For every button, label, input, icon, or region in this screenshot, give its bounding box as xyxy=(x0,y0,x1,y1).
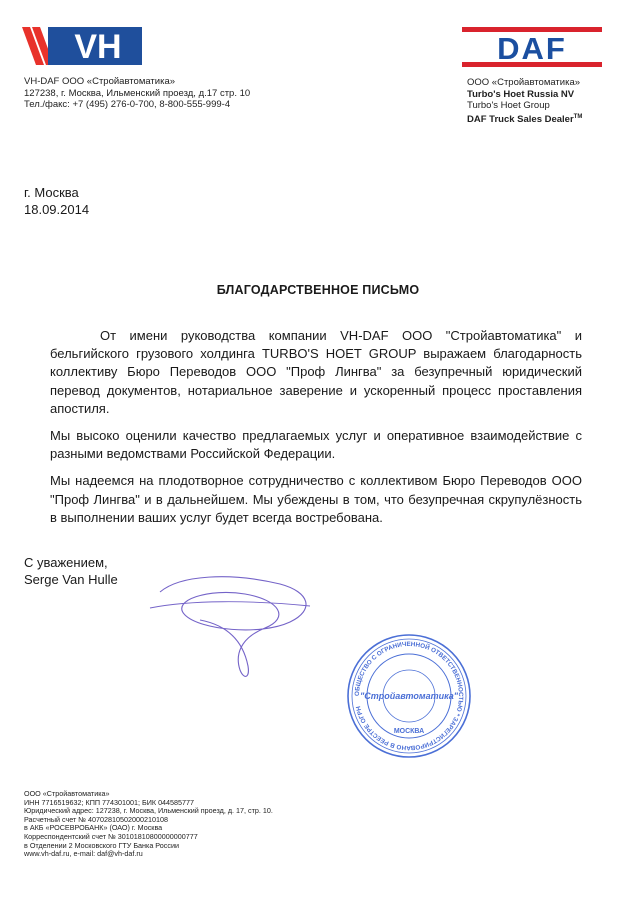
footer-line: ООО «Стройавтоматика» xyxy=(24,789,110,798)
handwritten-signature xyxy=(140,570,320,685)
company-requisites xyxy=(24,790,273,859)
vh-logo xyxy=(22,27,142,65)
footer-website: www.vh-daf.ru, e-mail: daf@vh-daf.ru xyxy=(24,849,143,859)
paragraph-3: Мы надеемся на плодотворное сотрудничество с коллективом Бюро Переводов ООО "Проф Лингва" и в дальнейшем. Мы убеждены в том, что безупречная скрупулёзность в выполнении ваших услуг будет всегда востребована. xyxy=(50,473,582,525)
place: г. Москва xyxy=(24,185,79,200)
sender-block xyxy=(24,76,250,111)
letterhead-dealer xyxy=(467,112,582,126)
letterhead-group: Turbo's Hoet Group xyxy=(467,100,550,111)
sender-phone: Тел./факс: +7 (495) 276-0-700, 8-800-555-999-4 xyxy=(24,99,231,110)
closing-block xyxy=(24,554,118,588)
letterhead-dealer-text: DAF Truck Sales Dealer xyxy=(467,113,574,125)
paragraph-1: От имени руководства компании VH-DAF ООО "Стройавтоматика" и бельгийского грузового холдинга TURBO'S HOET GROUP выражаем благодарность коллективу Бюро Переводов ООО "Проф Лингва" за безупречный юридический перевод документов, нотариальное заверение и ускоренный процесс проставления апостиля. xyxy=(50,328,582,416)
footer-line: в Отделении 2 Московского ГТУ Банка России xyxy=(24,840,180,850)
letterhead-russia: Turbo's Hoet Russia NV xyxy=(467,88,575,100)
footer-line: Расчетный счет № 40702810502000210108 xyxy=(24,814,168,824)
signatory-name: Serge Van Hulle xyxy=(24,572,118,587)
trademark-mark: TM xyxy=(573,113,583,120)
footer-line: Корреспондентский счет № 30101810800000000777 xyxy=(24,831,198,841)
document-title: БЛАГОДАРСТВЕННОЕ ПИСЬМО xyxy=(216,283,420,297)
closing-regards: С уважением, xyxy=(24,555,108,570)
company-stamp xyxy=(346,633,472,759)
footer-line: ИНН 7716519632; КПП 774301001; БИК 044585777 xyxy=(24,797,195,807)
vh-logo-text: VH xyxy=(74,28,122,65)
sender-address: 127238, г. Москва, Ильменский проезд, д.17 стр. 10 xyxy=(24,87,251,99)
sender-company: VH-DAF ООО «Стройавтоматика» xyxy=(24,76,176,87)
stamp-outer-text: ОБЩЕСТВО С ОГРАНИЧЕННОЙ ОТВЕТСТВЕННОСТЬЮ * ЗАРЕГИСТРИРОВАНО В РЕЕСТРЕ ОГРН xyxy=(353,640,465,752)
letterhead-right xyxy=(467,77,582,125)
stamp-city: МОСКВА xyxy=(393,728,425,735)
place-date xyxy=(24,184,89,218)
stamp-center-text: "Стройавтоматика" xyxy=(359,691,459,701)
daf-logo-text: DAF xyxy=(497,31,567,66)
date: 18.09.2014 xyxy=(24,202,90,217)
paragraph-2: Мы высоко оценили качество предлагаемых услуг и оперативное взаимодействие с разными ведомствами Российской Федерации. xyxy=(50,428,582,462)
footer-line: Юридический адрес: 127238, г. Москва, Ильменский проезд, д. 17, стр. 10. xyxy=(24,806,273,816)
letter-body xyxy=(50,327,582,536)
letterhead-company: ООО «Стройавтоматика» xyxy=(467,77,581,88)
daf-logo xyxy=(462,27,602,67)
footer-line: в АКБ «РОСЕВРОБАНК» (ОАО) г. Москва xyxy=(24,823,163,833)
